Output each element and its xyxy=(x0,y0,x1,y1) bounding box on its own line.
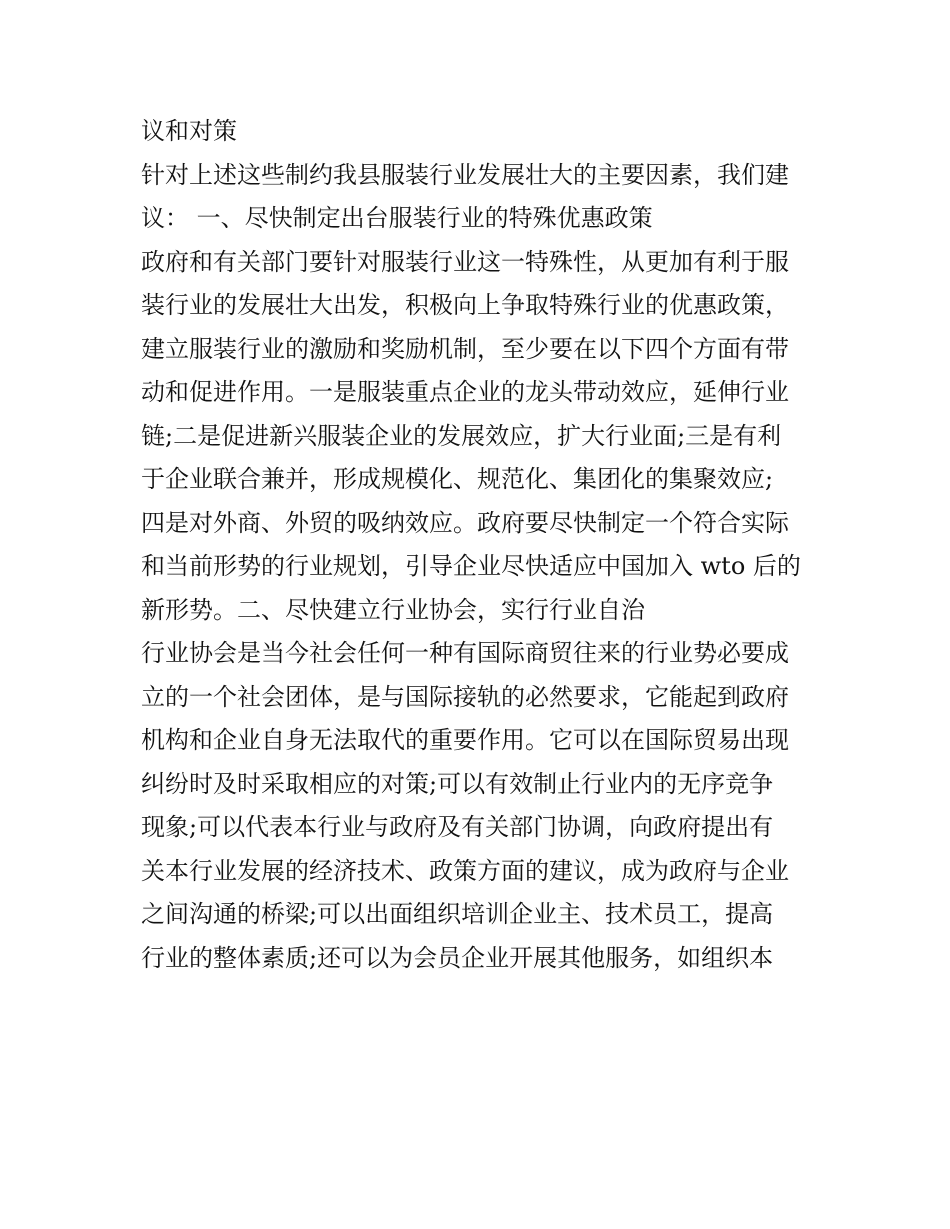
text-line: 纠纷时及时采取相应的对策;可以有效制止行业内的无序竞争 xyxy=(141,769,774,798)
text-line: 动和促进作用。一是服装重点企业的龙头带动效应，延伸行业 xyxy=(141,378,789,406)
text-line: 立的一个社会团体，是与国际接轨的必然要求，它能起到政府 xyxy=(141,682,789,711)
text-line: 新形势。二、尽快建立行业协会，实行行业自治 xyxy=(141,595,645,624)
document-body xyxy=(141,110,821,980)
text-line: 之间沟通的桥梁;可以出面组织培训企业主、技术员工，提高 xyxy=(141,900,774,928)
text-line: 政府和有关部门要针对服装行业这一特殊性，从更加有利于服 xyxy=(141,247,789,276)
text-line: 关本行业发展的经济技术、政策方面的建议，成为政府与企业 xyxy=(141,856,789,885)
text-line: 现象;可以代表本行业与政府及有关部门协调，向政府提出有 xyxy=(141,813,774,841)
text-line: 建立服装行业的激励和奖励机制，至少要在以下四个方面有带 xyxy=(141,334,789,363)
text-line: 针对上述这些制约我县服装行业发展壮大的主要因素，我们建 xyxy=(141,160,789,189)
text-line: 和当前形势的行业规划，引导企业尽快适应中国加入 wto 后的 xyxy=(141,552,801,580)
text-line: 于企业联合兼并，形成规模化、规范化、集团化的集聚效应; xyxy=(141,465,774,493)
text-line: 四是对外商、外贸的吸纳效应。政府要尽快制定一个符合实际 xyxy=(141,508,789,537)
text-line: 行业协会是当今社会任何一种有国际商贸往来的行业势必要成 xyxy=(141,639,789,667)
text-line: 议： 一、尽快制定出台服装行业的特殊优惠政策 xyxy=(141,204,653,232)
text-line: 链;二是促进新兴服装企业的发展效应，扩大行业面;三是有利 xyxy=(141,421,782,450)
text-line: 装行业的发展壮大出发，积极向上争取特殊行业的优惠政策， xyxy=(141,291,789,319)
text-line: 机构和企业自身无法取代的重要作用。它可以在国际贸易出现 xyxy=(141,726,789,754)
text-line: 行业的整体素质;还可以为会员企业开展其他服务，如组织本 xyxy=(141,943,774,972)
text-line: 议和对策 xyxy=(141,117,237,145)
